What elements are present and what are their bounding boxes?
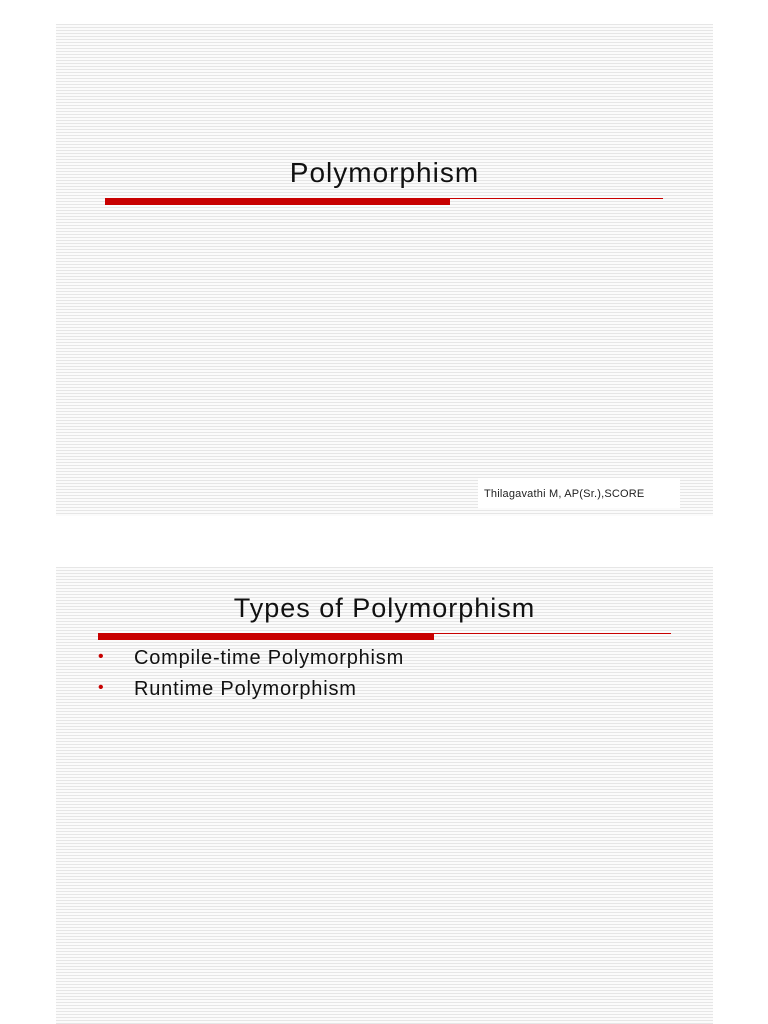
bullet-text: Compile-time Polymorphism (134, 647, 405, 669)
bullet-icon: • (98, 648, 105, 665)
slide-title: Types of Polymorphism (233, 593, 536, 623)
author-box (478, 478, 680, 508)
author-credit: Thilagavathi M, AP(Sr.),SCORE (484, 488, 645, 500)
title-underline-thin (450, 198, 663, 199)
slide-2 (56, 567, 713, 1024)
slide-1 (56, 24, 713, 516)
bullet-icon: • (98, 679, 105, 696)
title-underline-thick (98, 633, 434, 640)
slide-title: Polymorphism (289, 157, 480, 188)
title-underline-thick (105, 198, 450, 205)
title-underline-thin (434, 633, 671, 634)
bullet-text: Runtime Polymorphism (134, 678, 357, 700)
